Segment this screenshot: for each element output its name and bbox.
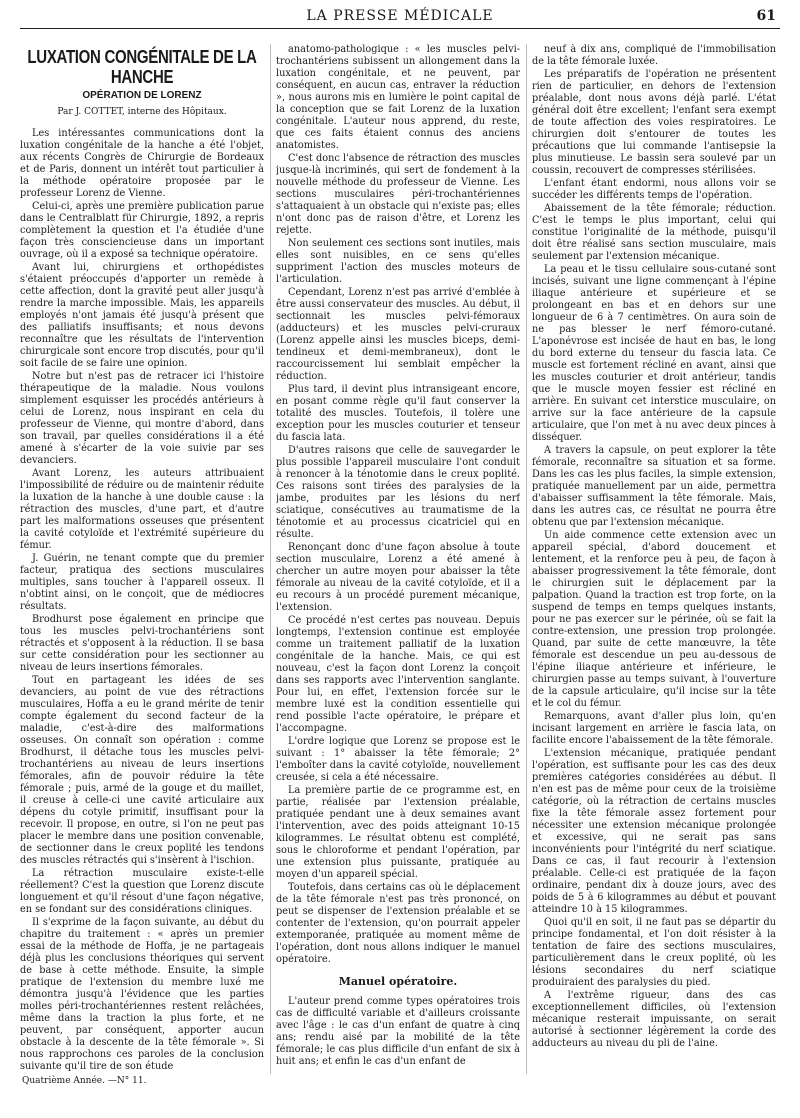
paragraph: C'est donc l'absence de rétraction des muscles jusque-là incriminés, qui sert de fondement à la nouvelle méthode du professeur de Vienne. Les sections musculaires péri-trochantériennes s'attaquaient à un obstacle qui n'existe pas; elles n'ont donc pas de raison d'être, et Lorenz les rejette. bbox=[276, 153, 520, 236]
paragraph: Tout en partageant les idées de ses devanciers, au point de vue des rétractions musculaires, Hoffa a eu le grand mérite de tenir compte également du second facteur de la maladie, c'est-à-dire des malformations osseuses. On connaît son opération : comme Brodhurst, il détache tous les muscles pelvi-trochantériens au niveau de leurs insertions fémorales, afin de pouvoir réduire la tête fémorale ; puis, armé de la gouge et du maillet, il creuse à celle-ci une cavité articulaire aux dépens du cotyle primitif, insuffisant pour la recevoir. Il propose, en outre, si l'on ne peut pas placer le membre dans une position convenable, de sectionner dans le creux poplité les tendons des muscles rétractés qui s'insèrent à l'ischion. bbox=[20, 675, 264, 866]
paragraph: A l'extrême rigueur, dans des cas exceptionnellement difficiles, où l'extension mécanique resterait impuissante, on serait autorisé à sectionner légèrement la corde des adducteurs au niveau du pli de l'aine. bbox=[532, 990, 776, 1049]
paragraph: La première partie de ce programme est, en partie, réalisée par l'extension préalable, pratiquée pendant une à deux semaines avant l'intervention, avec des poids atteignant 10-15 kilogrammes. Le résultat obtenu est complété, sous le chloroforme et pendant l'opération, par une extension plus puissante, pratiquée au moyen d'un appareil spécial. bbox=[276, 785, 520, 880]
article-title: LUXATION CONGÉNITALE DE LA HANCHE bbox=[27, 46, 257, 88]
paragraph: Non seulement ces sections sont inutiles, mais elles sont nuisibles, en ce sens qu'elles suppriment l'action des muscles moteurs de l'articulation. bbox=[276, 238, 520, 285]
column-rule bbox=[270, 44, 271, 1074]
column-2 bbox=[276, 44, 520, 1106]
paragraph: Quoi qu'il en soit, il ne faut pas se départir du principe fondamental, et l'on doit résister à la tentation de faire des sections musculaires, particulièrement dans le creux poplité, où les lésions secondaires du nerf sciatique produiraient des paralysies du pied. bbox=[532, 917, 776, 988]
paragraph: L'enfant étant endormi, nous allons voir se succéder les différents temps de l'opération. bbox=[532, 178, 776, 201]
column-2-continued bbox=[276, 996, 520, 1068]
paragraph: Ce procédé n'est certes pas nouveau. Depuis longtemps, l'extension continue est employée comme un traitement palliatif de la luxation congénitale de la hanche. Mais, ce qui est nouveau, c'est la façon dont Lorenz la conçoit dans ses rapports avec l'intervention sanglante. Pour lui, en effet, l'extension forcée sur le membre luxé est la condition essentielle qui rend possible l'acte opératoire, le prépare et l'accompagne. bbox=[276, 615, 520, 734]
paragraph: Renonçant donc d'une façon absolue à toute section musculaire, Lorenz a été amené à chercher un autre moyen pour abaisser la tête fémorale au niveau de la cavité cotyloïde, et il a eu recours à un procédé purement mécanique, l'extension. bbox=[276, 542, 520, 613]
issue-footer: Quatrième Année. —N° 11. bbox=[22, 1076, 147, 1086]
paragraph: L'ordre logique que Lorenz se propose est le suivant : 1° abaisser la tête fémorale; 2° l'emboîter dans la cavité cotyloïde, nouvellement creusée, si cela a été nécessaire. bbox=[276, 736, 520, 783]
paragraph: La rétraction musculaire existe-t-elle réellement? C'est la question que Lorenz discute longuement et qu'il résout d'une façon négative, en se fondant sur des considérations cliniques. bbox=[20, 868, 264, 915]
column-3-body bbox=[532, 44, 776, 1050]
paragraph: L'auteur prend comme types opératoires trois cas de difficulté variable et d'ailleurs croissante avec l'âge : le cas d'un enfant de quatre à cinq ans; rendu aisé par la mobilité de la tête fémorale; le cas plus difficile d'un enfant de six à huit ans; et enfin le cas d'un enfant de bbox=[276, 996, 520, 1067]
column-rule bbox=[526, 44, 527, 1074]
paragraph: Un aide commence cette extension avec un appareil spécial, d'abord doucement et lentement, et la renforce peu à peu, de façon à abaisser progressivement la tête fémorale, dont le chirurgien suit le déplacement par la palpation. Quand la traction est trop forte, on la suspend de temps en temps quelques instants, pour ne pas exercer sur le périnée, où se fait la contre-extension, une pression trop prolongée. Quand, par suite de cette manœuvre, la tête fémorale est descendue un peu au-dessous de l'épine iliaque antérieure et inférieure, le chirurgien passe au temps suivant, à l'ouverture de la capsule articulaire, qu'il incise sur la tête et le col du fémur. bbox=[532, 530, 776, 709]
running-header bbox=[20, 8, 780, 29]
paragraph: Abaissement de la tête fémorale; réduction. C'est le temps le plus important, celui qui constitue l'originalité de la méthode, puisqu'il doit être réalisé sans section musculaire, mais seulement par l'extension mécanique. bbox=[532, 203, 776, 262]
paragraph: neuf à dix ans, compliqué de l'immobilisation de la tête fémorale luxée. bbox=[532, 44, 776, 67]
paragraph: Avant lui, chirurgiens et orthopédistes s'étaient préoccupés d'apporter un remède à cette affection, dont la gravité peut aller jusqu'à rendre la marche impossible. Mais, les appareils employés n'ont jamais été jusqu'à présent que des palliatifs insuffisants; et nous devons reconnaître que les résultats de l'intervention chirurgicale sont encore trop discutés, pour qu'il soit facile de se faire une opinion. bbox=[20, 262, 264, 369]
paragraph: Brodhurst pose également en principe que tous les muscles pelvi-trochantériens sont rétractés et s'opposent à la réduction. Il se basa sur cette considération pour les sectionner au niveau de leurs insertions fémorales. bbox=[20, 614, 264, 673]
article-subtitle: OPÉRATION DE LORENZ bbox=[82, 90, 202, 101]
paragraph: Il s'exprime de la façon suivante, au début du chapitre du traitement : « après un premier essai de la méthode de Hoffa, je ne partageais déjà plus les conclusions théoriques qui servent de base à cette méthode. Ensuite, la simple pratique de l'extension du membre luxé me démontra jusqu'à l'évidence que les parties molles péri-trochantériennes restent relâchées, même dans la traction la plus forte, et ne peuvent, par conséquent, apporter aucun obstacle à la descente de la tête fémorale ». Si nous rapprochons ces paroles de la conclusion suivante qu'il tire de son étude bbox=[20, 917, 264, 1072]
paragraph: Notre but n'est pas de retracer ici l'histoire thérapeutique de la maladie. Nous voulons simplement esquisser les procédés antérieurs à celui de Lorenz, nous inspirant en cela du professeur de Vienne, qui montre d'abord, dans son travail, par quelles considérations il a été amené à s'écarter de la voie suivie par ses devanciers. bbox=[20, 371, 264, 466]
paragraph: J. Guérin, ne tenant compte que du premier facteur, pratiqua des sections musculaires multiples, sans toucher à l'appareil osseux. Il n'obtint ainsi, on le conçoit, que de médiocres résultats. bbox=[20, 553, 264, 612]
paragraph: Remarquons, avant d'aller plus loin, qu'en incisant largement en arrière le fascia lata, on facilite encore l'abaissement de la tête fémorale. bbox=[532, 711, 776, 746]
paragraph: Celui-ci, après une première publication parue dans le Centralblatt für Chirurgie, 1892, a repris complètement la question et l'a étudiée d'une façon très consciencieuse dans un important ouvrage, où il a exposé sa technique opératoire. bbox=[20, 201, 264, 260]
column-1 bbox=[20, 44, 264, 1106]
paragraph: anatomo-pathologique : « les muscles pelvi-trochantériens subissent un allongement dans la luxation congénitale, et ne peuvent, par conséquent, en aucun cas, entraver la réduction », nous aurons mis en lumière le point capital de la conception que se fait Lorenz de la luxation congénitale. L'auteur nous apprend, du reste, que ces faits étaient connus des anciens anatomistes. bbox=[276, 44, 520, 151]
column-3 bbox=[532, 44, 776, 1106]
paragraph: L'extension mécanique, pratiquée pendant l'opération, est suffisante pour les cas des deux premières catégories considérées au début. Il n'en est pas de même pour ceux de la troisième catégorie, où la rétraction de certains muscles fixe la tête fémorale assez fortement pour nécessiter une extension mécanique prolongée et excessive, qui ne serait pas sans inconvénients pour l'intégrité du nerf sciatique. Dans ce cas, il faut recourir à l'extension préalable. Celle-ci est pratiquée de la façon ordinaire, pendant dix à douze jours, avec des poids de 5 à 6 kilogrammes au début et pouvant atteindre 10 à 15 kilogrammes. bbox=[532, 748, 776, 915]
page-number: 61 bbox=[756, 8, 776, 24]
paragraph: La peau et le tissu cellulaire sous-cutané sont incisés, suivant une ligne commençant à l'épine iliaque antérieure et supérieure et se prolongeant en bas et en dehors sur une longueur de 6 à 7 centimètres. On aura soin de ne pas blesser le nerf fémoro-cutané. L'aponévrose est incisée de haut en bas, le long du bord externe du tenseur du fascia lata. Ce muscle est fortement récliné en avant, ainsi que les muscles couturier et droit antérieur, tandis que le muscle moyen fessier est récliné en arrière. En suivant cet interstice musculaire, on arrive sur la face antérieure de la capsule articulaire, que l'on met à nu avec deux pinces à disséquer. bbox=[532, 264, 776, 443]
column-2-body bbox=[276, 44, 520, 966]
paragraph: A travers la capsule, on peut explorer la tête fémorale, reconnaître sa situation et sa forme. Dans les cas les plus faciles, la simple extension, pratiquée manuellement par un aide, permettra d'abaisser suffisamment la tête fémorale. Mais, dans les autres cas, ce résultat ne pourra être obtenu que par l'extension mécanique. bbox=[532, 445, 776, 528]
paragraph: Avant Lorenz, les auteurs attribuaient l'impossibilité de réduire ou de maintenir réduite la luxation de la hanche à une double cause : la rétraction des muscles, d'une part, et d'autre part les malformations osseuses que présentent la cavité cotyloïde et l'extrémité supérieure du fémur. bbox=[20, 468, 264, 551]
article-byline: Par J. COTTET, interne des Hôpitaux. bbox=[57, 107, 227, 117]
paragraph: D'autres raisons que celle de sauvegarder le plus possible l'appareil musculaire l'ont conduit à renoncer à la ténotomie dans le creux poplité. Ces raisons sont tirées des paralysies de la jambe, produites par les lésions du nerf sciatique, consécutives au traumatisme de la ténotomie et au processus cicatriciel qui en résulte. bbox=[276, 445, 520, 540]
section-heading: Manuel opératoire. bbox=[338, 975, 458, 988]
paragraph: Toutefois, dans certains cas où le déplacement de la tête fémorale n'est pas très prononcé, on peut se dispenser de l'extension préalable et se contenter de l'extension, qu'on pourrait appeler extemporanée, pratiquée au moment même de l'opération, dont nous allons indiquer le manuel opératoire. bbox=[276, 882, 520, 965]
paragraph: Plus tard, il devint plus intransigeant encore, en posant comme règle qu'il faut conserver la totalité des muscles. Toutefois, il tolère une exception pour les muscles couturier et tenseur du fascia lata. bbox=[276, 384, 520, 443]
paragraph: Les intéressantes communications dont la luxation congénitale de la hanche a été l'objet, aux récents Congrès de Chirurgie de Bordeaux et de Paris, donnent un intérêt tout particulier à la méthode opératoire proposée par le professeur Lorenz de Vienne. bbox=[20, 128, 264, 199]
journal-title: LA PRESSE MÉDICALE bbox=[306, 8, 494, 24]
paragraph: Cependant, Lorenz n'est pas arrivé d'emblée à être aussi conservateur des muscles. Au début, il sectionnait les muscles pelvi-fémoraux (adducteurs) et les muscles pelvi-cruraux (Lorenz appelle ainsi les muscles biceps, demi-tendineux et demi-membraneux), dont le raccourcissement lui semblait empêcher la réduction. bbox=[276, 287, 520, 382]
column-1-body bbox=[20, 128, 264, 1073]
paragraph: Les préparatifs de l'opération ne présentent rien de particulier, en dehors de l'extension préalable, dont nous avons déjà parlé. L'état général doit être excellent; l'enfant sera exempt de toute affection des voies respiratoires. Le chirurgien doit s'entourer de toutes les précautions que lui commande l'antisepsie la plus minutieuse. Le bassin sera soulevé par un coussin, recouvert de compresses stérilisées. bbox=[532, 69, 776, 176]
